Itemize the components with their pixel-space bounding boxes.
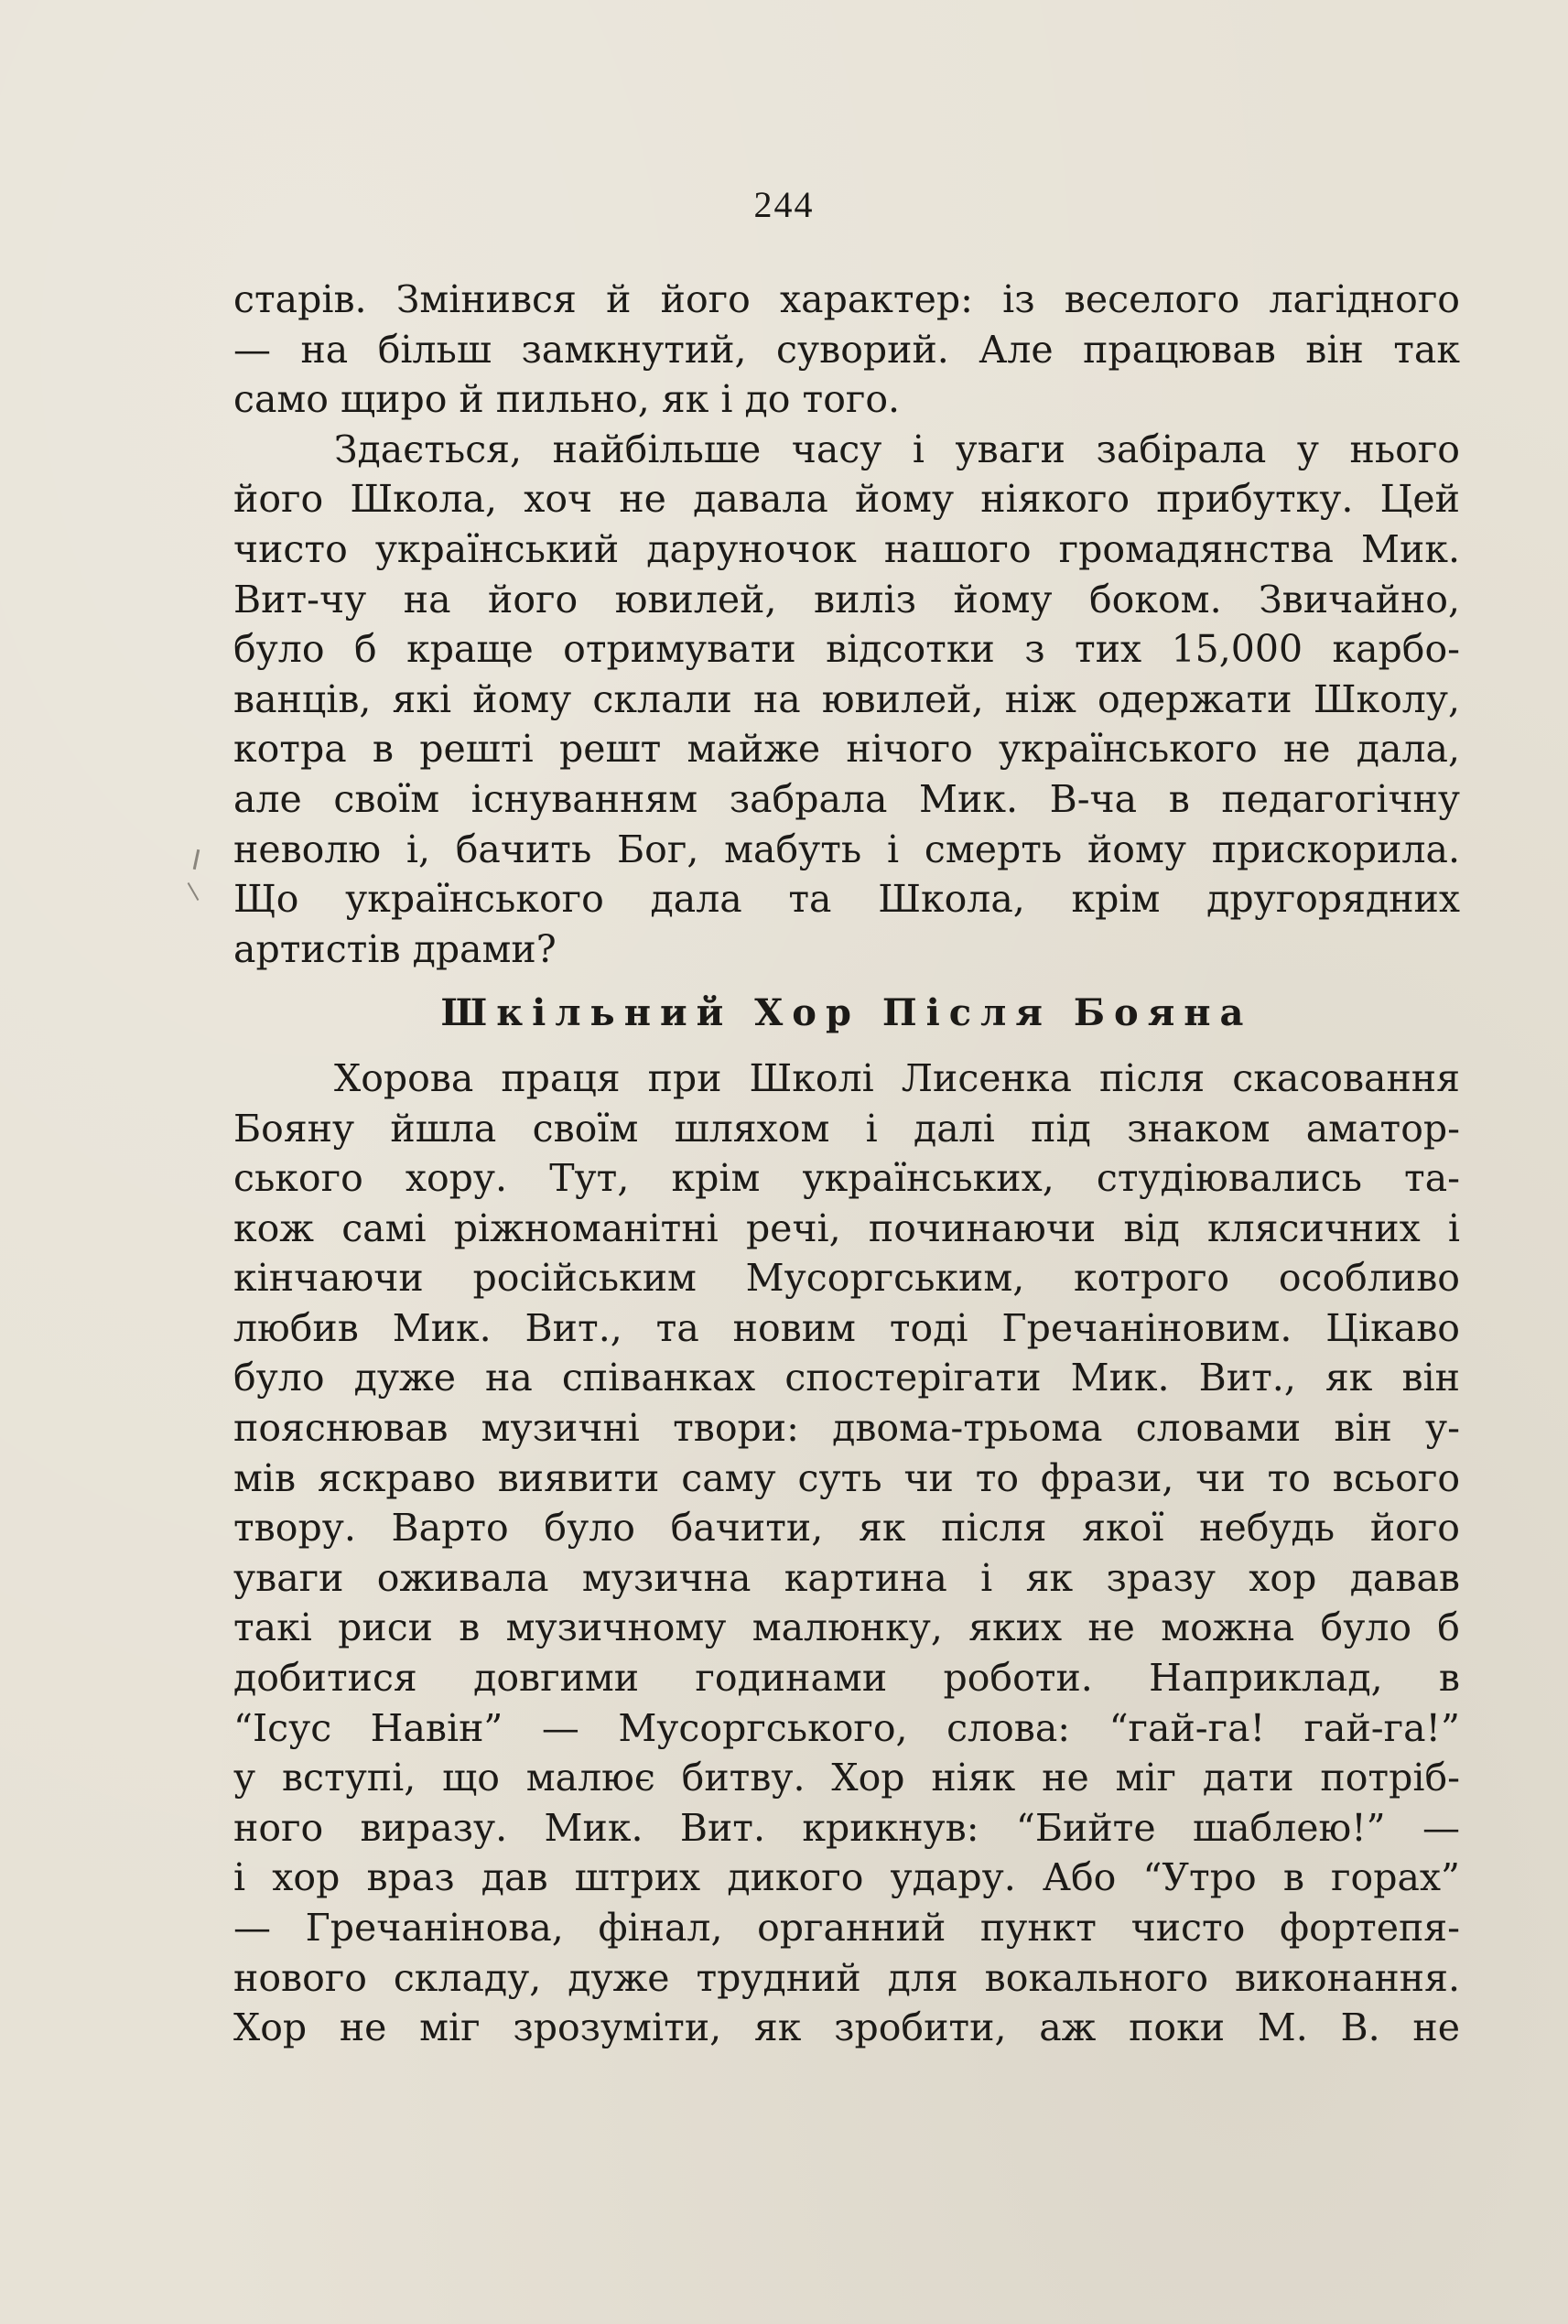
page-number: 244	[753, 184, 815, 225]
text-line: але своїм існуванням забрала Мик. В-ча в педагогічну	[233, 776, 1460, 821]
text-line: ванців, які йому склали на ювилей, ніж одержати Школу,	[233, 676, 1460, 721]
text-line: — на більш замкнутий, суворий. Але працював він так	[233, 327, 1460, 372]
text-line: такі риси в музичному малюнку, яких не можна було б	[233, 1605, 1460, 1650]
text-line: його Школа, хоч не давала йому ніякого прибутку. Цей	[233, 477, 1460, 522]
margin-mark	[193, 849, 200, 870]
text-line: мів яскраво виявити саму суть чи то фрази, чи то всього	[233, 1455, 1460, 1500]
paragraph-1	[233, 275, 1460, 425]
text-line: — Гречанінова, фінал, органний пункт чисто фортепя-	[233, 1906, 1460, 1950]
text-line: артистів драми?	[233, 926, 557, 971]
paragraph-3	[233, 1054, 1460, 2053]
text-line: було б краще отримувати відсотки з тих 15,000 карбо-	[233, 627, 1460, 672]
text-line: пояснював музичні твори: двома-трьома словами він у-	[233, 1406, 1460, 1451]
text-line: котра в решті решт майже нічого українського не дала,	[233, 727, 1460, 772]
text-line: любив Мик. Вит., та новим тоді Гречаніновим. Цікаво	[233, 1305, 1460, 1350]
text-line: неволю і, бачить Бог, мабуть і смерть йому прискорила.	[233, 827, 1460, 871]
text-line: добитися довгими годинами роботи. Наприклад, в	[233, 1656, 1460, 1701]
paragraph-2	[233, 425, 1460, 975]
text-line: Здається, найбільше часу і уваги забірала у нього	[334, 427, 1460, 471]
text-line: Вит-чу на його ювилей, виліз йому боком. Звичайно,	[233, 577, 1460, 622]
text-line: ного виразу. Мик. Вит. крикнув: “Бийте шаблею!” —	[233, 1805, 1460, 1850]
text-line: кож самі ріжноманітні речі, починаючи від клясичних і	[233, 1205, 1460, 1250]
text-line: ського хору. Тут, крім українських, студіювались та-	[233, 1156, 1460, 1201]
text-line: само щиро й пильно, як і до того.	[233, 377, 901, 422]
page-body	[233, 275, 1460, 2053]
text-line: у вступі, що малює битву. Хор ніяк не міг дати потріб-	[233, 1756, 1460, 1800]
text-line: Бояну йшла своїм шляхом і далі під знаком аматор-	[233, 1106, 1460, 1151]
text-line: кінчаючи російським Мусоргським, котрого особливо	[233, 1256, 1460, 1301]
text-line: твору. Варто було бачити, як після якої небудь його	[233, 1506, 1460, 1551]
text-line: і хор враз дав штрих дикого удару. Або “Утро в горах”	[233, 1855, 1460, 1900]
text-line: “Ісус Навін” — Мусоргського, слова: “гай-га! гай-га!”	[233, 1705, 1460, 1750]
text-line: уваги оживала музична картина і як зразу хор давав	[233, 1555, 1460, 1600]
margin-mark	[188, 882, 200, 901]
text-line: старів. Змінився й його характер: із веселого лагідного	[233, 277, 1460, 321]
text-line: Хорова праця при Школі Лисенка після скасовання	[334, 1055, 1460, 1100]
text-line: чисто український даруночок нашого громадянства Мик.	[233, 526, 1460, 571]
text-line: Хор не міг зрозуміти, як зробити, аж поки М. В. не	[233, 2005, 1460, 2050]
text-line: було дуже на співанках спостерігати Мик. Вит., як він	[233, 1356, 1460, 1400]
section-heading: Шкільний Хор Після Бояна	[440, 991, 1253, 1035]
text-line: Що українського дала та Школа, крім другорядних	[233, 877, 1460, 922]
text-line: нового складу, дуже трудний для вокального виконання.	[233, 1955, 1460, 2000]
